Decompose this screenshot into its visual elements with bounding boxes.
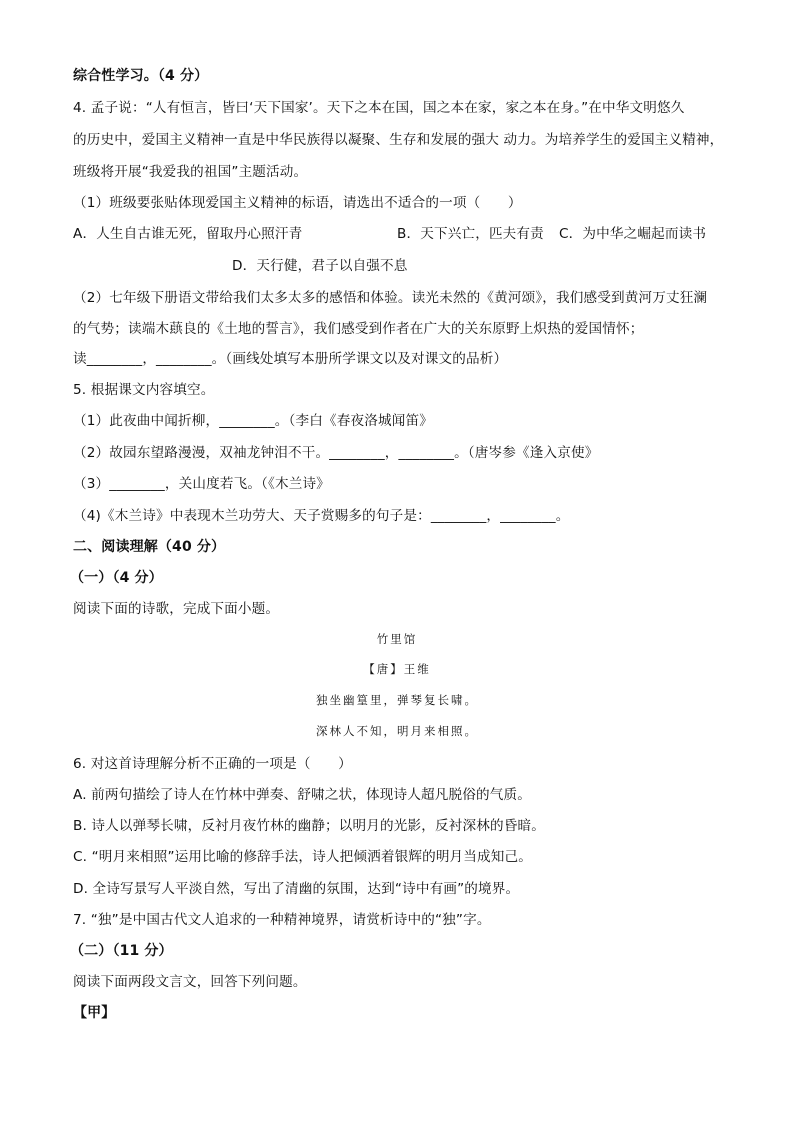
section-heading-synthetic: 综合性学习。（4 分）: [73, 68, 209, 84]
poem-line-2: 深林人不知，明月来相照。: [316, 724, 478, 738]
part1-instruction: 阅读下面的诗歌，完成下面小题。: [73, 601, 280, 617]
passage-jia-label: 【甲】: [73, 1005, 116, 1021]
q6-option-b: B. 诗人以弹琴长啸，反衬月夜竹林的幽静；以明月的光影，反衬深林的昏暗。: [73, 818, 545, 834]
q4-text-line-1: 4. 孟子说：“人有恒言，皆曰‘天下国家’。天下之本在国，国之本在家，家之本在身。”在中华文明悠久: [73, 100, 685, 116]
part2-instruction: 阅读下面两段文言文，回答下列问题。: [73, 974, 307, 990]
q7-prompt: 7. “独”是中国古代文人追求的一种精神境界，请赏析诗中的“独”字。: [73, 912, 491, 928]
q6-title: 6. 对这首诗理解分析不正确的一项是（ ）: [73, 756, 352, 772]
q5-item-3: （3）________，关山度若飞。（《木兰诗》: [73, 476, 330, 492]
poem-title: 竹里馆: [376, 632, 418, 646]
q5-item-1: （1）此夜曲中闻折柳，________。（李白《春夜洛城闻笛》: [73, 413, 433, 429]
q4-sub1-prompt: （1）班级要张贴体现爱国主义精神的标语，请选出不适合的一项（ ）: [73, 195, 522, 211]
q4-option-c: C．为中华之崛起而读书: [559, 226, 707, 242]
q4-text-line-2: 的历史中，爱国主义精神一直是中华民族得以凝聚、生存和发展的强大 动力。为培养学生的爱国主义精神，: [73, 132, 724, 148]
q4-text-line-3: 班级将开展“我爱我的祖国”主题活动。: [73, 164, 308, 180]
q4-option-b: B．天下兴亡，匹夫有责: [397, 226, 544, 242]
part2-heading: （二）（11 分）: [70, 943, 173, 959]
q6-option-a: A. 前两句描绘了诗人在竹林中弹奏、舒啸之状，体现诗人超凡脱俗的气质。: [73, 787, 531, 803]
poem-author: 【唐】王维: [363, 662, 431, 676]
q4-option-d: D．天行健，君子以自强不息: [232, 258, 408, 274]
q4-option-a: A．人生自古谁无死，留取丹心照汗青: [73, 226, 303, 242]
q4-sub2-line-2: 的气势；读端木蕻良的《土地的誓言》，我们感受到作者在广大的关东原野上炽热的爱国情怀；: [73, 321, 644, 337]
q4-sub2-line-1: （2）七年级下册语文带给我们太多太多的感悟和体验。读光未然的《黄河颂》，我们感受到黄河万丈狂澜: [73, 290, 708, 306]
q4-sub2-line-3: 读________，________。（画线处填写本册所学课文以及对课文的品析）: [73, 351, 508, 367]
section-heading-reading: 二、阅读理解（40 分）: [73, 539, 226, 555]
q6-option-d: D. 全诗写景写人平淡自然，写出了清幽的氛围，达到“诗中有画”的境界。: [73, 881, 520, 897]
q5-title: 5. 根据课文内容填空。: [73, 382, 215, 398]
q6-option-c: C. “明月来相照”运用比喻的修辞手法，诗人把倾洒着银辉的明月当成知己。: [73, 849, 533, 865]
q5-item-4: （4)《木兰诗》中表现木兰功劳大、天子赏赐多的句子是：________，________。: [73, 508, 570, 524]
q5-item-2: （2）故园东望路漫漫，双袖龙钟泪不干。________，________。（唐岑参《逢入京使》: [73, 445, 599, 461]
poem-line-1: 独坐幽篁里，弹琴复长啸。: [316, 693, 478, 707]
part1-heading: （一）（4 分）: [70, 570, 163, 586]
